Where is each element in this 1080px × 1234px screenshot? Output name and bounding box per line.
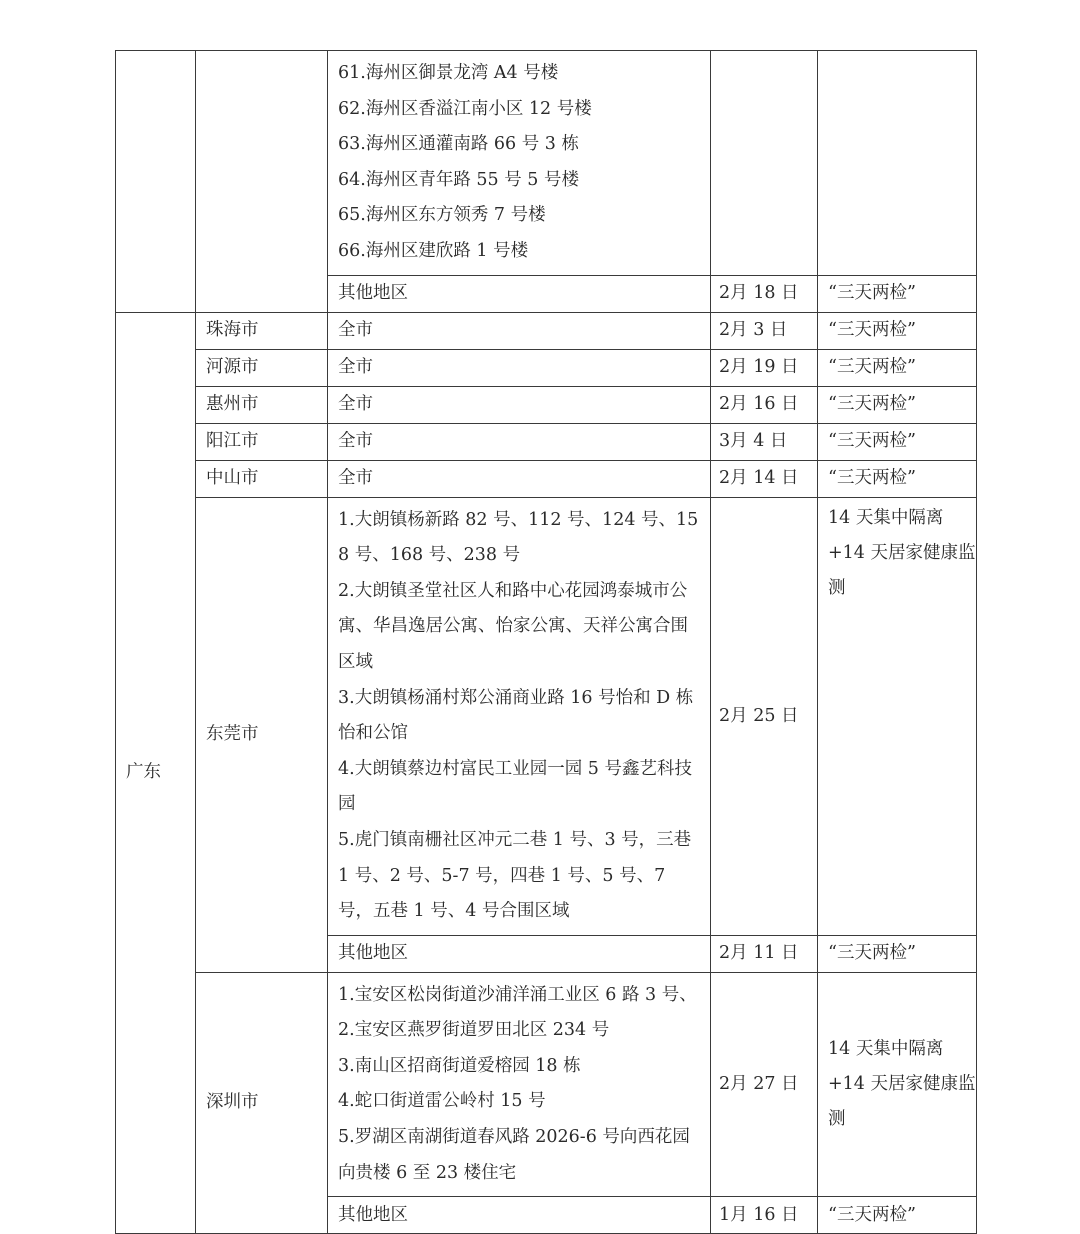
date-cell: 2月 14 日 xyxy=(711,460,818,497)
measure-cell: “三天两检” xyxy=(818,423,977,460)
list-item: 5.虎门镇南栅社区冲元二巷 1 号、3 号，三巷 1 号、2 号、5-7 号，四巷 1 号、5 号、7 号，五巷 1 号、4 号合围区域 xyxy=(338,829,692,922)
measure-cell: “三天两检” xyxy=(818,386,977,423)
list-item: 4.蛇口街道雷公岭村 15 号 xyxy=(338,1091,546,1112)
area-cell: 全市 xyxy=(328,460,711,497)
address-list-dongguan xyxy=(328,497,711,935)
date-cell xyxy=(711,51,818,276)
measure-cell: “三天两检” xyxy=(818,1197,977,1234)
area-cell: 全市 xyxy=(328,312,711,349)
city-cell: 东莞市 xyxy=(196,497,328,972)
list-item: 65.海州区东方领秀 7 号楼 xyxy=(338,205,546,226)
date-cell: 2月 27 日 xyxy=(711,972,818,1197)
list-item: 2.大朗镇圣堂社区人和路中心花园鸿泰城市公寓、华昌逸居公寓、怡家公寓、天祥公寓合围区域 xyxy=(338,580,688,672)
area-cell: 其他地区 xyxy=(328,935,711,972)
address-list-haizhou xyxy=(328,51,711,276)
list-item: 5.罗湖区南湖街道春风路 2026-6 号向西花园向贵楼 6 至 23 楼住宅 xyxy=(338,1127,690,1183)
measure-cell: “三天两检” xyxy=(818,312,977,349)
list-item: 61.海州区御景龙湾 A4 号楼 xyxy=(338,63,559,83)
list-item: 1.大朗镇杨新路 82 号、112 号、124 号、158 号、168 号、238 号 xyxy=(338,509,699,566)
list-item: 66.海州区建欣路 1 号楼 xyxy=(338,240,529,261)
province-cell: 广东 xyxy=(116,312,196,1234)
date-cell: 2月 11 日 xyxy=(711,935,818,972)
table-row xyxy=(116,386,977,423)
date-cell: 3月 4 日 xyxy=(711,423,818,460)
city-cell: 深圳市 xyxy=(196,972,328,1234)
measure-cell xyxy=(818,51,977,276)
list-item: 2.宝安区燕罗街道罗田北区 234 号 xyxy=(338,1020,610,1041)
list-item: 64.海州区青年路 55 号 5 号楼 xyxy=(338,169,579,190)
measure-cell: 14 天集中隔离+14 天居家健康监测 xyxy=(818,972,977,1197)
table-row xyxy=(116,349,977,386)
area-cell: 其他地区 xyxy=(328,275,711,312)
city-cell: 河源市 xyxy=(196,349,328,386)
area-cell: 全市 xyxy=(328,349,711,386)
table-row xyxy=(116,460,977,497)
measure-cell: “三天两检” xyxy=(818,275,977,312)
area-cell: 其他地区 xyxy=(328,1197,711,1234)
table-row xyxy=(116,51,977,276)
date-cell: 2月 16 日 xyxy=(711,386,818,423)
table-row xyxy=(116,423,977,460)
list-item: 3.南山区招商街道爱榕园 18 栋 xyxy=(338,1055,581,1076)
date-cell: 2月 3 日 xyxy=(711,312,818,349)
date-cell: 2月 19 日 xyxy=(711,349,818,386)
city-cell: 珠海市 xyxy=(196,312,328,349)
city-cell-continued xyxy=(196,51,328,313)
measure-cell: “三天两检” xyxy=(818,460,977,497)
risk-area-table xyxy=(115,50,977,1234)
list-item: 4.大朗镇蔡边村富民工业园一园 5 号鑫艺科技园 xyxy=(338,758,692,815)
address-list-shenzhen xyxy=(328,972,711,1197)
city-cell: 中山市 xyxy=(196,460,328,497)
area-cell: 全市 xyxy=(328,386,711,423)
date-cell: 2月 18 日 xyxy=(711,275,818,312)
measure-cell: “三天两检” xyxy=(818,349,977,386)
list-item: 3.大朗镇杨涌村郑公涌商业路 16 号怡和 D 栋怡和公馆 xyxy=(338,687,694,744)
measure-cell: “三天两检” xyxy=(818,935,977,972)
table-row xyxy=(116,497,977,935)
date-cell: 2月 25 日 xyxy=(711,497,818,935)
city-cell: 惠州市 xyxy=(196,386,328,423)
list-item: 1.宝安区松岗街道沙浦洋涌工业区 6 路 3 号、 xyxy=(338,984,697,1005)
area-cell: 全市 xyxy=(328,423,711,460)
table-row xyxy=(116,312,977,349)
table-row xyxy=(116,972,977,1197)
date-cell: 1月 16 日 xyxy=(711,1197,818,1234)
city-cell: 阳江市 xyxy=(196,423,328,460)
measure-cell: 14 天集中隔离+14 天居家健康监测 xyxy=(818,497,977,935)
list-item: 62.海州区香溢江南小区 12 号楼 xyxy=(338,98,592,119)
list-item: 63.海州区通灌南路 66 号 3 栋 xyxy=(338,134,579,155)
province-cell-continued xyxy=(116,51,196,313)
